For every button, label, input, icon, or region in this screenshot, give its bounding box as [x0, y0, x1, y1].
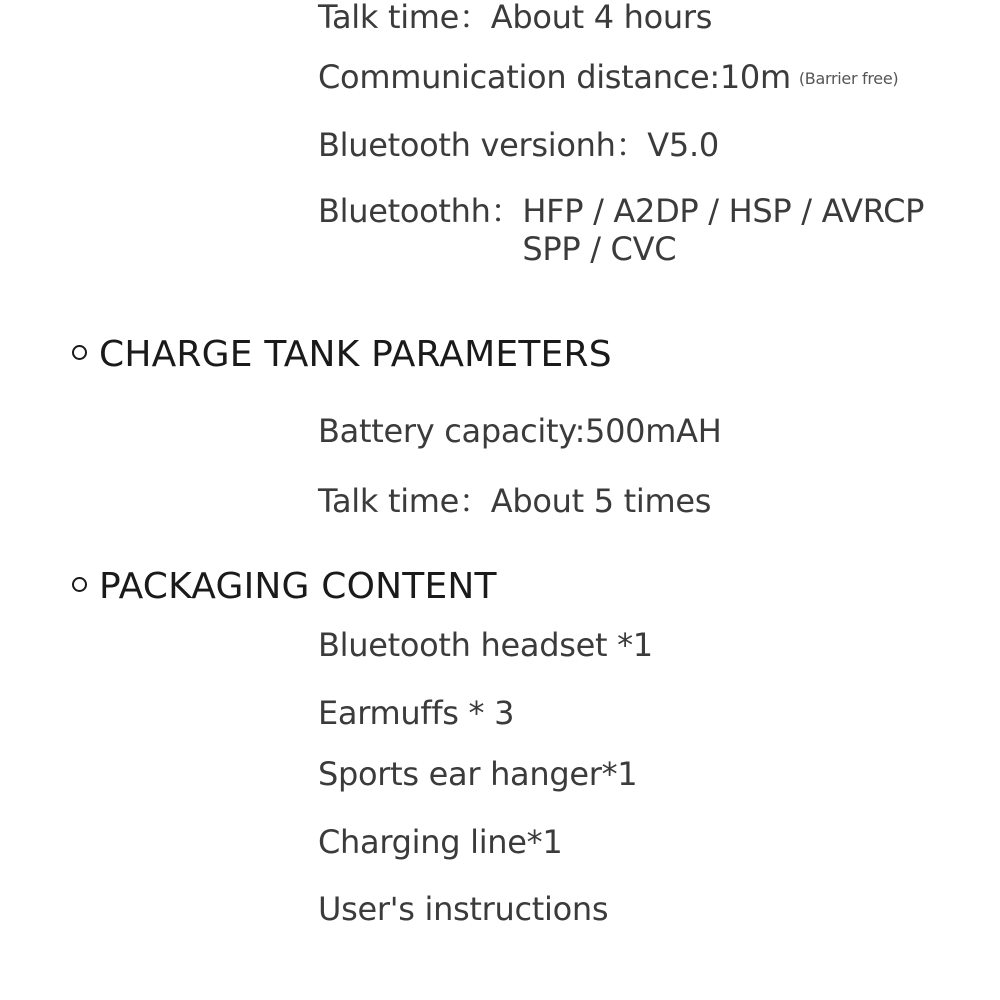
bluetooth-version-spec: Bluetooth versionh：V5.0 [318, 126, 719, 164]
bluetooth-profiles-line2: SPP / CVC [522, 230, 677, 268]
packaging-item: Sports ear hanger*1 [318, 755, 638, 793]
packaging-item: Earmuffs * 3 [318, 694, 515, 732]
bluetooth-profiles-line1: HFP / A2DP / HSP / AVRCP [522, 192, 925, 230]
bluetooth-profiles-values [522, 192, 924, 268]
packaging-section-header [72, 566, 497, 608]
communication-distance-text: Communication distance:10m [318, 58, 791, 96]
charge-tank-section-header [72, 334, 612, 376]
charge-tank-header-text: CHARGE TANK PARAMETERS [99, 334, 612, 375]
packaging-header-text: PACKAGING CONTENT [99, 566, 497, 607]
packaging-item: Charging line*1 [318, 823, 563, 861]
bluetooth-profiles-spec [318, 192, 924, 268]
circle-bullet-icon [72, 345, 87, 360]
talk-time-spec: Talk time：About 4 hours [318, 0, 713, 36]
charge-tank-battery-capacity: Battery capacity:500mAH [318, 412, 722, 450]
circle-bullet-icon [72, 577, 87, 592]
packaging-item: User's instructions [318, 890, 609, 928]
packaging-item: Bluetooth headset *1 [318, 626, 653, 664]
communication-distance-spec [318, 58, 898, 98]
communication-distance-note: (Barrier free) [798, 69, 899, 88]
charge-tank-talk-time: Talk time：About 5 times [318, 482, 712, 520]
bluetooth-profiles-label: Bluetoothh： [318, 192, 523, 230]
